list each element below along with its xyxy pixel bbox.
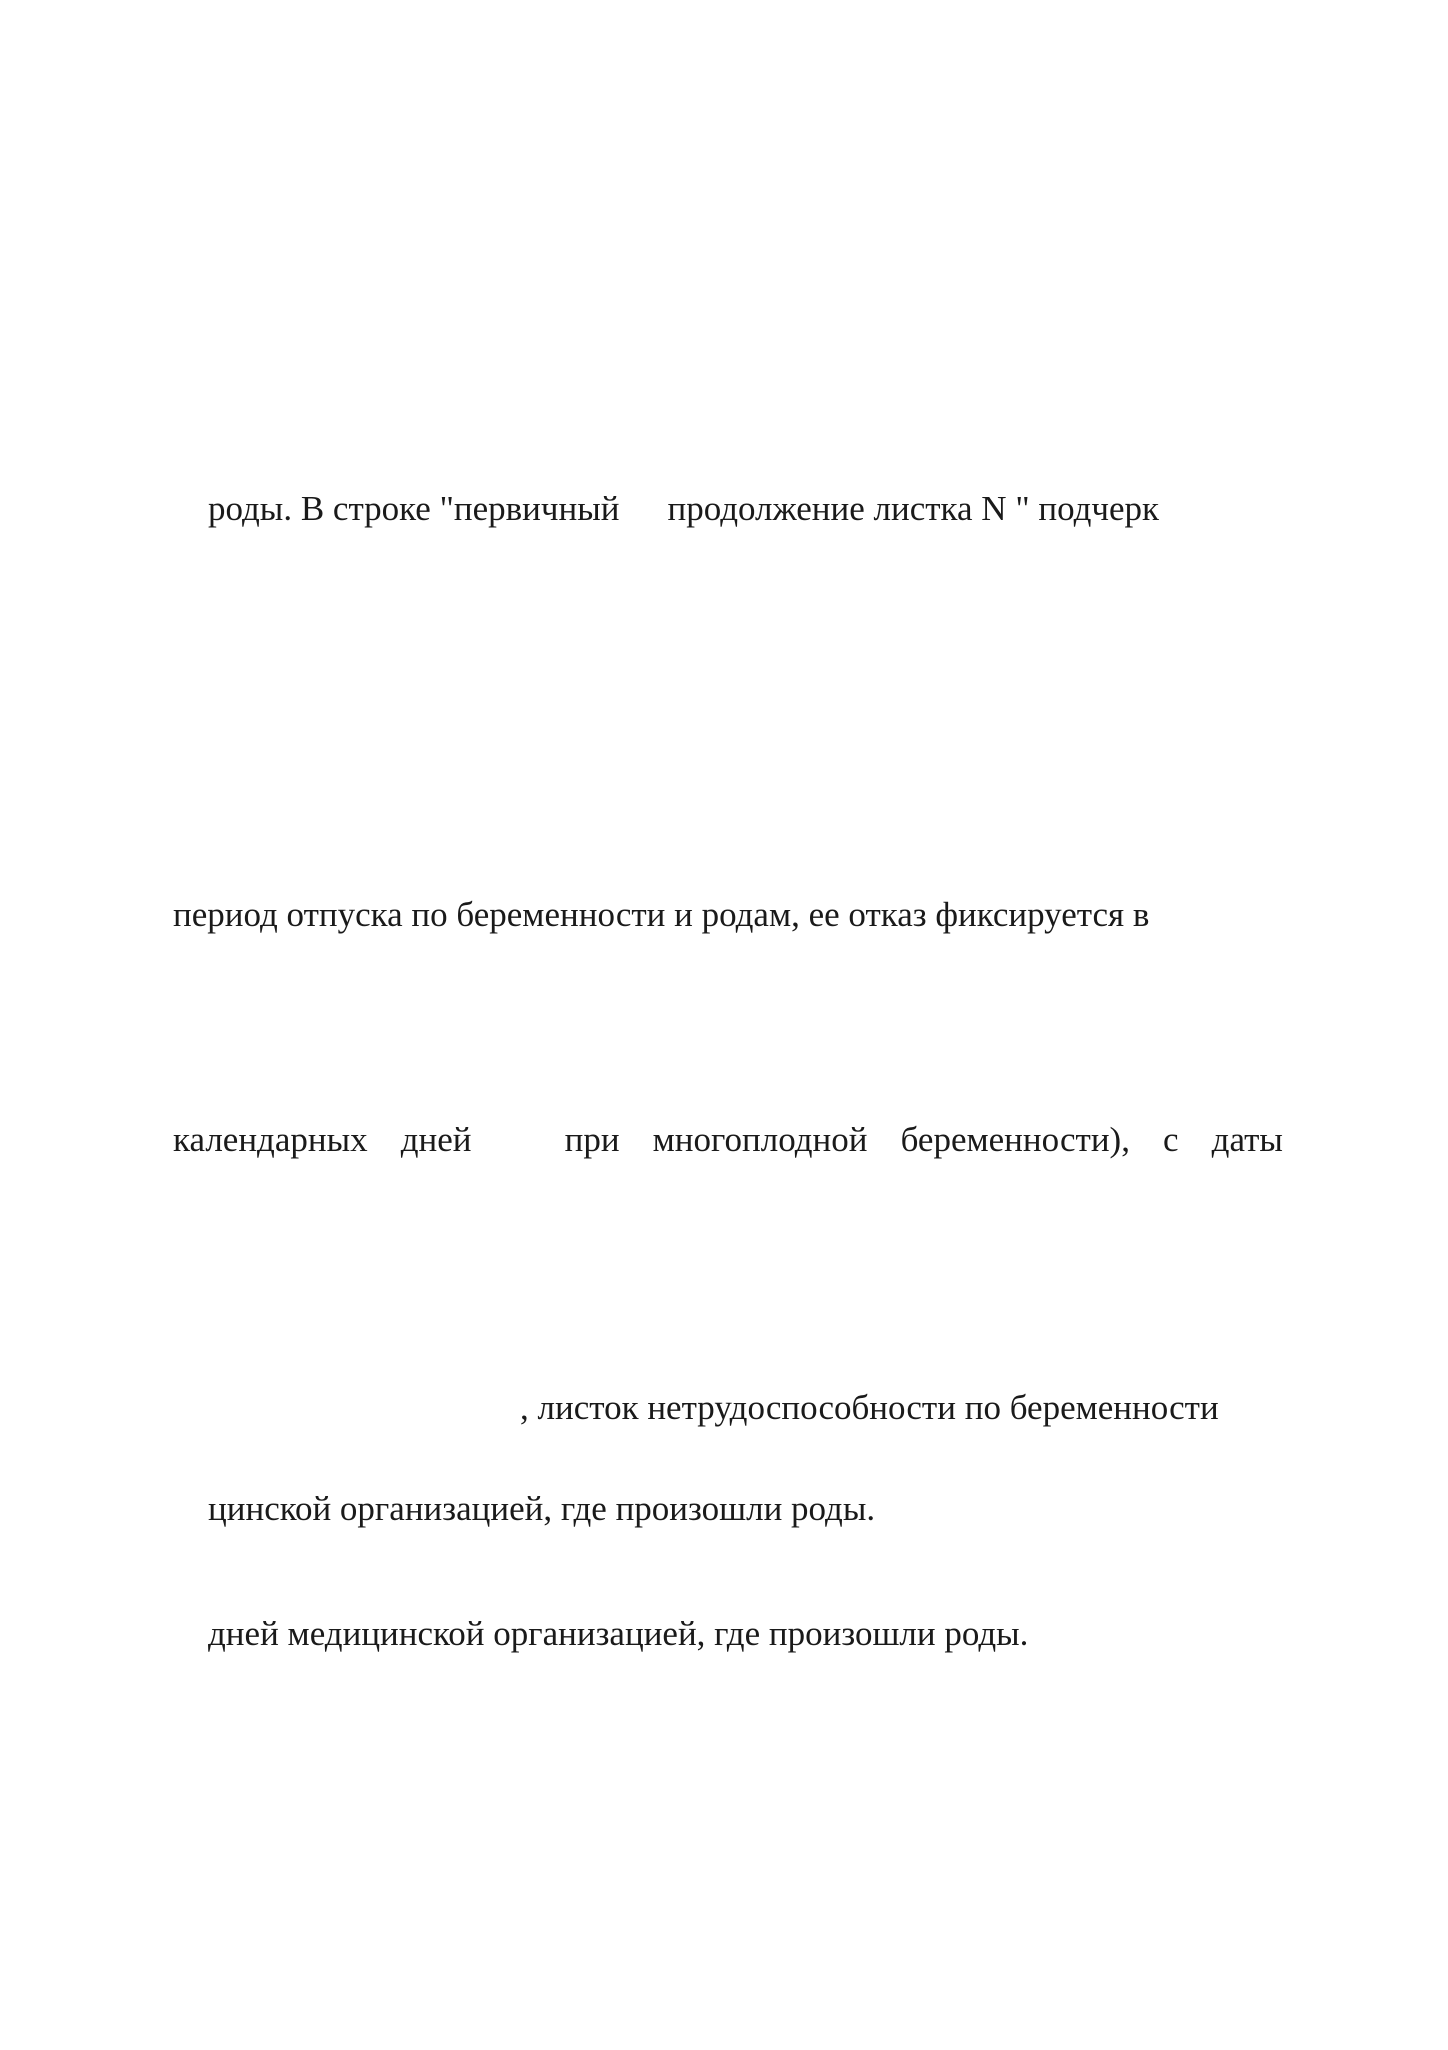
- text-line-1-part-a: роды. В строке "первичный: [208, 489, 620, 528]
- text-line-6: [173, 1568, 1028, 1700]
- text-line-6-content: дней медицинской организацией, где произошли роды.: [208, 1614, 1029, 1653]
- text-line-3-word-3: при: [564, 1120, 620, 1159]
- text-line-3-word-2: дней: [400, 1120, 472, 1159]
- text-line-4-content: , листок нетрудоспособности по беременности: [520, 1388, 1219, 1427]
- text-line-3-word-4: многоплодной: [652, 1120, 868, 1159]
- text-line-3-word-6: с: [1163, 1120, 1179, 1159]
- text-line-2-content: период отпуска по беременности и родам, ее отказ фиксируется в: [173, 895, 1150, 934]
- text-line-3-word-1: календарных: [173, 1120, 368, 1159]
- text-line-3-word-5: беременности),: [900, 1120, 1130, 1159]
- text-line-3-word-7: даты: [1211, 1120, 1283, 1159]
- text-line-1: [173, 443, 1159, 575]
- text-line-5-content: цинской организацией, где произошли роды.: [208, 1489, 876, 1528]
- text-line-1-part-b: продолжение листка N " подчерк: [667, 489, 1160, 528]
- text-line-2: [173, 893, 1283, 937]
- text-line-3: [173, 1118, 1283, 1162]
- text-line-5: [173, 1443, 875, 1575]
